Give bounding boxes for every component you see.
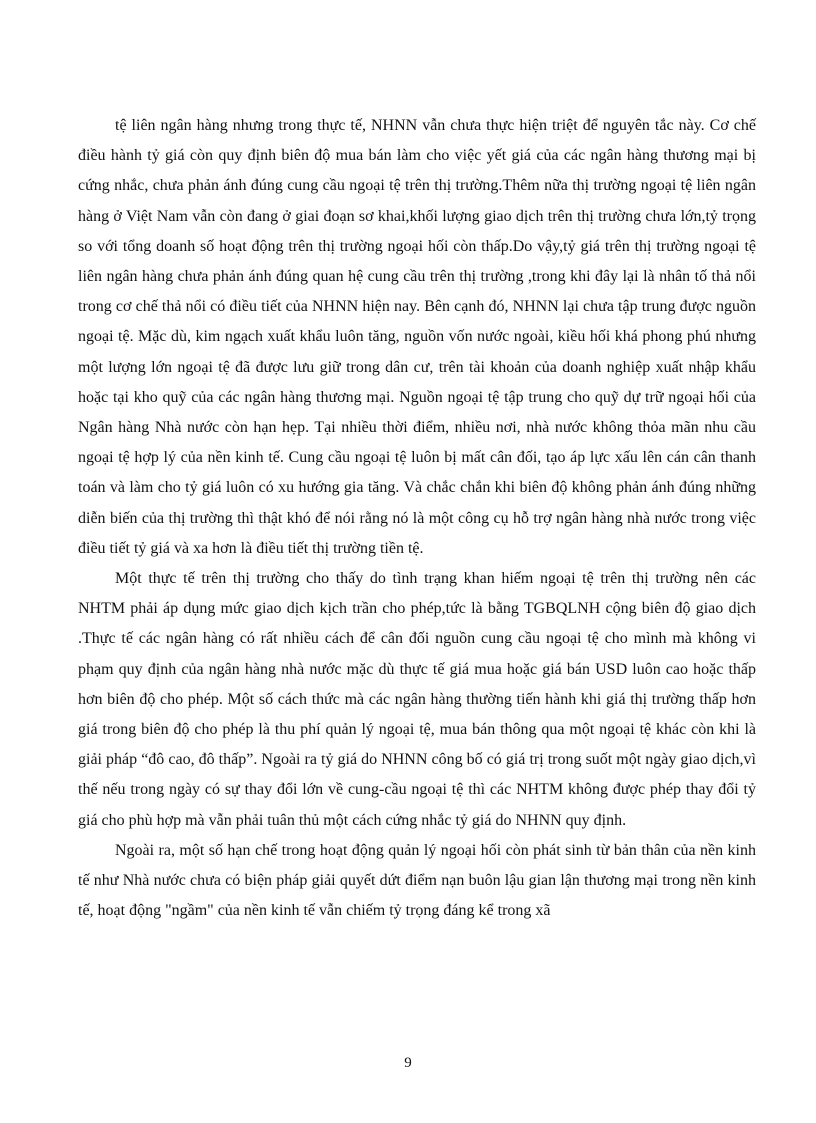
body-text [78,111,756,926]
paragraph: tệ liên ngân hàng nhưng trong thực tế, NHNN vẫn chưa thực hiện triệt để nguyên tắc này. Cơ chế điều hành tỷ giá còn quy định biên độ mua bán làm cho việc yết giá của các ngân hàng thương mại bị cứng nhắc, chưa phản ánh đúng cung cầu ngoại tệ trên thị trường.Thêm nữa thị trường ngoại tệ liên ngân hàng ở Việt Nam vẫn còn đang ở giai đoạn sơ khai,khối lượng giao dịch trên thị trường chưa lớn,tỷ trọng so với tổng doanh số hoạt động trên thị trường ngoại hối còn thấp.Do vậy,tỷ giá trên thị trường ngoại tệ liên ngân hàng chưa phản ánh đúng quan hệ cung cầu trên thị trường ,trong khi đây lại là nhân tố thả nổi trong cơ chế thả nổi có điều tiết của NHNN hiện nay. Bên cạnh đó, NHNN lại chưa tập trung được nguồn ngoại tệ. Mặc dù, kim ngạch xuất khẩu luôn tăng, nguồn vốn nước ngoài, kiều hối khá phong phú nhưng một lượng lớn ngoại tệ đã được lưu giữ trong dân cư, trên tài khoản của doanh nghiệp xuất nhập khẩu hoặc tại kho quỹ của các ngân hàng thương mại. Nguồn ngoại tệ tập trung cho quỹ dự trữ ngoại hối của Ngân hàng Nhà nước còn hạn hẹp. Tại nhiều thời điểm, nhiều nơi, nhà nước không thỏa mãn nhu cầu ngoại tệ hợp lý của nền kinh tế. Cung cầu ngoại tệ luôn bị mất cân đối, tạo áp lực xấu lên cán cân thanh toán và làm cho tỷ giá luôn có xu hướng gia tăng. Và chắc chắn khi biên độ không phản ánh đúng những diễn biến của thị trường thì thật khó để nói rằng nó là một công cụ hỗ trợ ngân hàng nhà nước trong việc điều tiết tỷ giá và xa hơn là điều tiết thị trường tiền tệ. [78,117,756,557]
paragraph: Một thực tế trên thị trường cho thấy do tình trạng khan hiếm ngoại tệ trên thị trường nên các NHTM phải áp dụng mức giao dịch kịch trần cho phép,tức là bằng TGBQLNH cộng biên độ giao dịch .Thực tế các ngân hàng có rất nhiều cách để cân đối nguồn cung cầu ngoại tệ cho mình mà không vi phạm quy định của ngân hàng nhà nước mặc dù thực tế giá mua hoặc giá bán USD luôn cao hoặc thấp hơn biên độ cho phép. Một số cách thức mà các ngân hàng thường tiến hành khi giá thị trường thấp hơn giá trong biên độ cho phép là thu phí quản lý ngoại tệ, mua bán thông qua một ngoại tệ khác còn khi là giải pháp “đô cao, đô thấp”. Ngoài ra tỷ giá do NHNN công bố có giá trị trong suốt một ngày giao dịch,vì thế nếu trong ngày có sự thay đổi lớn về cung-cầu ngoại tệ thì các NHTM không được phép thay đổi tỷ giá cho phù hợp mà vẫn phải tuân thủ một cách cứng nhắc tỷ giá do NHNN quy định. [78,570,756,829]
page-number: 9 [404,1055,412,1071]
paragraph: Ngoài ra, một số hạn chế trong hoạt động quản lý ngoại hối còn phát sinh từ bản thân của nền kinh tế như Nhà nước chưa có biện pháp giải quyết dứt điểm nạn buôn lậu gian lận thương mại trong nền kinh tế, hoạt động "ngầm" của nền kinh tế vẫn chiếm tỷ trọng đáng kể trong xã [78,841,756,920]
